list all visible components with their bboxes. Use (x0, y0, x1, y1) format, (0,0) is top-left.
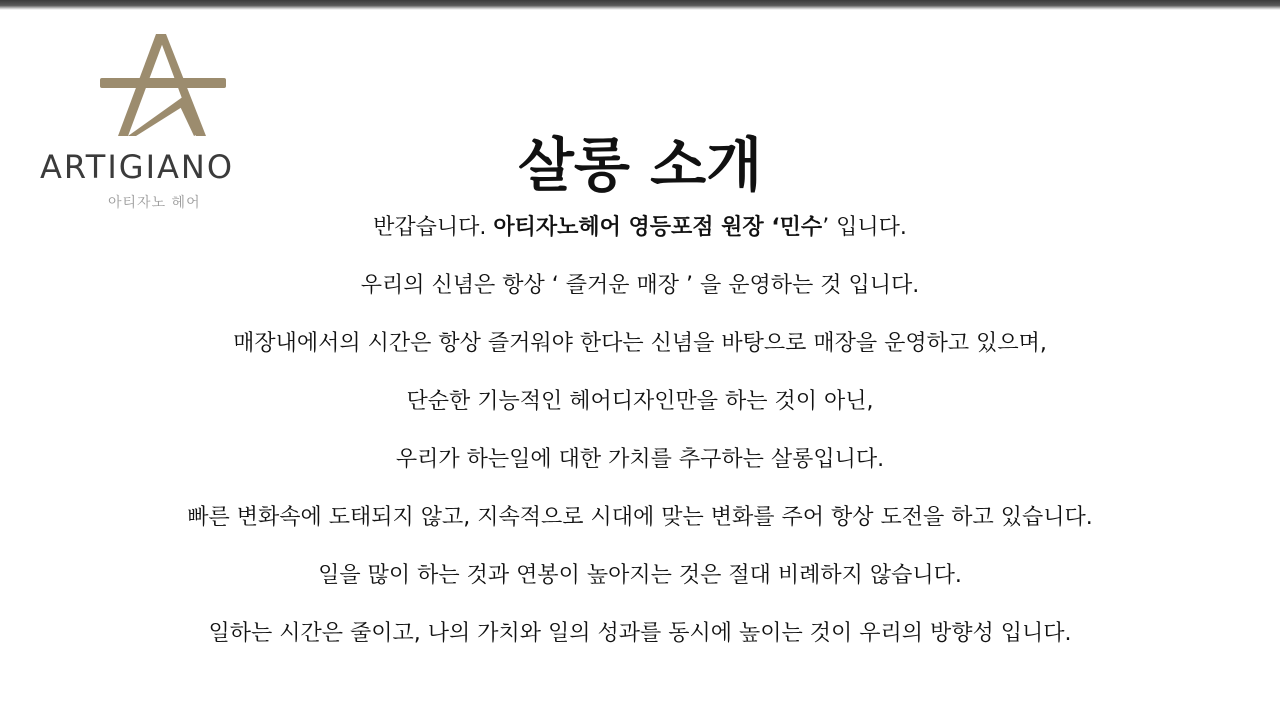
page-title: 살롱 소개 (517, 131, 763, 199)
text-line-4: 우리가 하는일에 대한 가치를 추구하는 살롱입니다. (395, 447, 885, 472)
brand-name: ARTIGIANO (40, 148, 235, 186)
text-line-7: 일하는 시간은 줄이고, 나의 가치와 일의 성과를 동시에 높이는 것이 우리의 방향성 입니다. (208, 621, 1072, 646)
text-line-2: 매장내에서의 시간은 항상 즐거워야 한다는 신념을 바탕으로 매장을 운영하고 있으며, (233, 331, 1047, 356)
intro-line (0, 210, 1280, 241)
text-line-1: 우리의 신념은 항상 ‘ 즐거운 매장 ’ 을 운영하는 것 입니다. (360, 273, 920, 298)
text-line-6: 일을 많이 하는 것과 연봉이 높아지는 것은 절대 비례하지 않습니다. (318, 563, 962, 588)
brand-subtitle: 아티자노 헤어 (108, 195, 201, 211)
intro-suffix: ’ 입니다. (822, 215, 907, 240)
text-line-3: 단순한 기능적인 헤어디자인만을 하는 것이 아닌, (406, 389, 874, 414)
top-divider (0, 0, 1280, 10)
intro-prefix: 반갑습니다. (373, 215, 494, 240)
text-line-5: 빠른 변화속에 도태되지 않고, 지속적으로 시대에 맞는 변화를 주어 항상 도전을 하고 있습니다. (187, 505, 1093, 530)
intro-bold: 아티자노헤어 영등포점 원장 ‘민수 (493, 215, 823, 240)
